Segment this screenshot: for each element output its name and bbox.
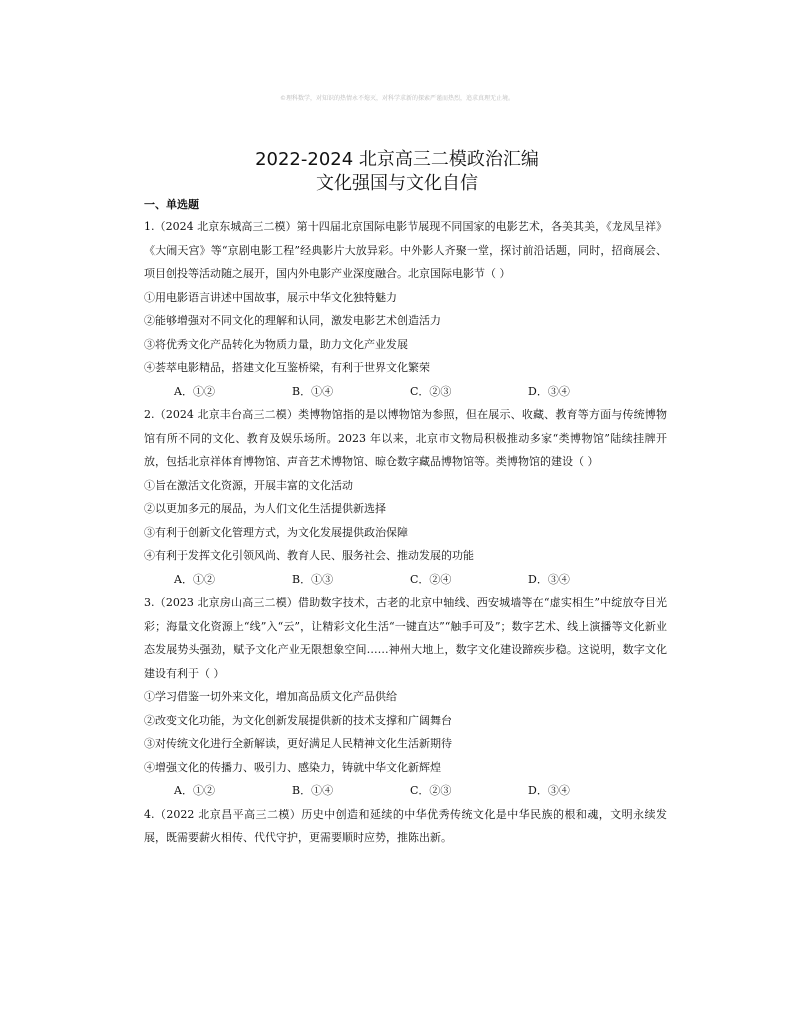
answer-options xyxy=(144,779,667,803)
question-1 xyxy=(144,215,667,403)
option-d: D．③④ xyxy=(528,572,570,586)
statement-item: ①用电影语言讲述中国故事，展示中华文化独特魅力 xyxy=(144,290,397,304)
option-c: C．②③ xyxy=(410,784,452,797)
statement-item: ②能够增强对不同文化的理解和认同，激发电影艺术创造活力 xyxy=(144,314,441,327)
section-heading: 一、单选题 xyxy=(144,198,199,211)
statement-item: ③将优秀文化产品转化为物质力量，助力文化产业发展 xyxy=(144,337,408,351)
statement-item: ①旨在激活文化资源，开展丰富的文化活动 xyxy=(144,478,353,492)
option-a: A．①② xyxy=(174,784,215,797)
option-b: B．①④ xyxy=(292,384,334,398)
option-c: C．②③ xyxy=(410,384,452,398)
option-d: D．③④ xyxy=(528,384,570,398)
question-stem: 2.（2024 北京丰台高三二模）类博物馆指的是以博物馆为参照，但在展示、收藏、教育等方面与传统博物馆有所不同的文化、教育及娱乐场所。2023 年以来，北京市文物局积极推动多家“类博物馆”陆续挂牌开放，包括北京祥体育博物馆、声音艺术博物馆、晾仓数字藏品博物馆等。类博物馆的建设（ ） xyxy=(144,408,667,468)
option-a: A．①② xyxy=(174,384,215,398)
option-b: B．①④ xyxy=(292,784,334,797)
question-stem: 3.（2023 北京房山高三二模）借助数字技术，古老的北京中轴线、西安城墙等在“虚实相生”中绽放夺目光彩；海量文化资源上“线”入“云”，让精彩文化生活“一键直达”“触手可及”；数字艺术、线上演播等文化新业态发展势头强劲，赋予文化产业无限想象空间……神州大地上，数字文化建设蹄疾步稳。这说明，数字文化建设有利于（ ） xyxy=(144,596,667,680)
statement-item: ④增强文化的传播力、吸引力、感染力，铸就中华文化新辉煌 xyxy=(144,760,441,774)
question-stem: 1.（2024 北京东城高三二模）第十四届北京国际电影节展现不同国家的电影艺术，各美其美，《龙凤呈祥》《大闹天宫》等“京剧电影工程”经典影片大放异彩。中外影人齐聚一堂，探讨前沿话题，同时，招商展会、项目创投等活动随之展开，国内外电影产业深度融合。北京国际电影节（ ） xyxy=(144,220,667,280)
option-a: A．①② xyxy=(174,572,215,586)
statement-item: ②改变文化功能，为文化创新发展提供新的技术支撑和广阔舞台 xyxy=(144,713,452,727)
option-b: B．①③ xyxy=(292,572,334,586)
document-body xyxy=(144,197,667,850)
statement-item: ③对传统文化进行全新解读，更好满足人民精神文化生活新期待 xyxy=(144,737,452,750)
statement-item: ②以更加多元的展品，为人们文化生活提供新选择 xyxy=(144,502,386,515)
statement-item: ④荟萃电影精品，搭建文化互鉴桥梁，有利于世界文化繁荣 xyxy=(144,361,430,374)
answer-options xyxy=(144,568,667,592)
title-line-2: 文化强国与文化自信 xyxy=(316,173,478,194)
option-c: C．②④ xyxy=(410,572,452,586)
statement-item: ①学习借鉴一切外来文化，增加高品质文化产品供给 xyxy=(144,690,397,703)
option-d: D．③④ xyxy=(528,784,570,797)
watermark-text: ©理科数学，对知识的热情永不熄灭，对科学求新的探索严谨而热烈，追求真理无止境。 xyxy=(279,95,514,102)
page-title xyxy=(0,148,794,196)
question-4 xyxy=(144,803,667,850)
statement-item: ③有利于创新文化管理方式，为文化发展提供政治保障 xyxy=(144,525,408,539)
question-3 xyxy=(144,591,667,803)
question-2 xyxy=(144,403,667,591)
statement-item: ④有利于发挥文化引领风尚、教育人民、服务社会、推动发展的功能 xyxy=(144,549,474,562)
title-line-1: 2022-2024 北京高三二模政治汇编 xyxy=(255,149,539,170)
question-stem: 4.（2022 北京昌平高三二模）历史中创造和延续的中华优秀传统文化是中华民族的根和魂，文明永续发展，既需要薪火相传、代代守护，更需要顺时应势，推陈出新。 xyxy=(144,807,667,844)
answer-options xyxy=(144,380,667,404)
